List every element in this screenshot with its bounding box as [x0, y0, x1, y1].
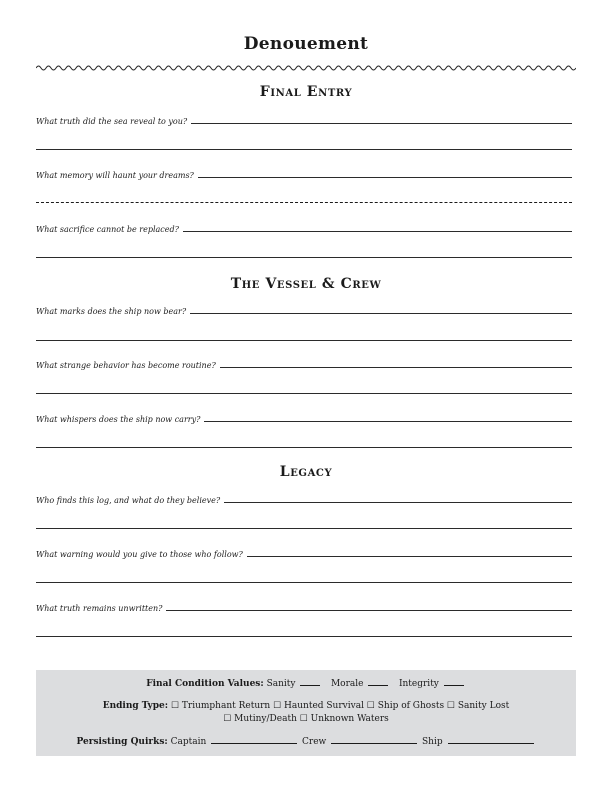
question-text: What strange behavior has become routine? — [36, 361, 216, 370]
answer-line[interactable] — [204, 421, 572, 422]
persisting-quirks-label: Persisting Quirks: — [76, 737, 168, 747]
final-condition-row — [36, 679, 576, 689]
question-text: Who finds this log, and what do they believe? — [36, 496, 221, 505]
question-text: What truth remains unwritten? — [36, 604, 163, 613]
section-heading-legacy: Legacy — [279, 464, 333, 480]
section-heading-vessel-crew: The Vessel & Crew — [230, 276, 382, 292]
answer-line[interactable] — [36, 340, 572, 341]
answer-line[interactable] — [247, 556, 572, 557]
question-row[interactable] — [36, 356, 572, 370]
ship-label: Ship — [422, 737, 443, 747]
wave-divider — [36, 62, 576, 74]
section-heading-final-entry: Final Entry — [259, 84, 353, 100]
answer-line[interactable] — [36, 149, 572, 150]
answer-line[interactable] — [224, 502, 572, 503]
integrity-label: Integrity — [398, 679, 439, 689]
ship-field[interactable] — [448, 743, 534, 744]
question-row[interactable] — [36, 112, 572, 126]
crew-field[interactable] — [331, 743, 417, 744]
question-text: What memory will haunt your dreams? — [36, 171, 194, 180]
captain-label: Captain — [170, 737, 207, 747]
morale-label: Morale — [330, 679, 364, 689]
ending-options[interactable]: ☐ Mutiny/Death ☐ Unknown Waters — [223, 714, 389, 724]
integrity-field[interactable] — [444, 685, 464, 686]
ending-type-label: Ending Type: — [102, 701, 169, 711]
answer-line[interactable] — [36, 528, 572, 529]
answer-line[interactable] — [36, 393, 572, 394]
answer-line[interactable] — [166, 610, 572, 611]
ending-type-row-2 — [36, 714, 576, 724]
final-condition-label: Final Condition Values: — [146, 679, 264, 689]
ending-type-row — [36, 701, 576, 711]
question-row[interactable] — [36, 599, 572, 613]
summary-box — [36, 670, 576, 756]
question-text: What marks does the ship now bear? — [36, 307, 187, 316]
answer-line[interactable] — [36, 202, 572, 203]
answer-line[interactable] — [198, 177, 572, 178]
question-text: What whispers does the ship now carry? — [36, 415, 201, 424]
question-row[interactable] — [36, 545, 572, 559]
persisting-quirks-row — [36, 737, 576, 747]
answer-line[interactable] — [191, 123, 572, 124]
captain-field[interactable] — [211, 743, 297, 744]
crew-label: Crew — [302, 737, 327, 747]
page-title: Denouement — [243, 34, 369, 54]
answer-line[interactable] — [183, 231, 572, 232]
morale-field[interactable] — [368, 685, 388, 686]
sanity-label: Sanity — [266, 679, 296, 689]
answer-line[interactable] — [190, 313, 572, 314]
answer-line[interactable] — [36, 257, 572, 258]
question-row[interactable] — [36, 220, 572, 234]
question-text: What truth did the sea reveal to you? — [36, 117, 188, 126]
question-row[interactable] — [36, 410, 572, 424]
ending-options[interactable]: ☐ Triumphant Return ☐ Haunted Survival ☐ Ship of Ghosts ☐ Sanity Lost — [170, 701, 510, 711]
sanity-field[interactable] — [300, 685, 320, 686]
question-text: What warning would you give to those who follow? — [36, 550, 243, 559]
question-row[interactable] — [36, 166, 572, 180]
answer-line[interactable] — [220, 367, 572, 368]
question-text: What sacrifice cannot be replaced? — [36, 225, 179, 234]
question-row[interactable] — [36, 491, 572, 505]
answer-line[interactable] — [36, 582, 572, 583]
answer-line[interactable] — [36, 447, 572, 448]
answer-line[interactable] — [36, 636, 572, 637]
question-row[interactable] — [36, 302, 572, 316]
